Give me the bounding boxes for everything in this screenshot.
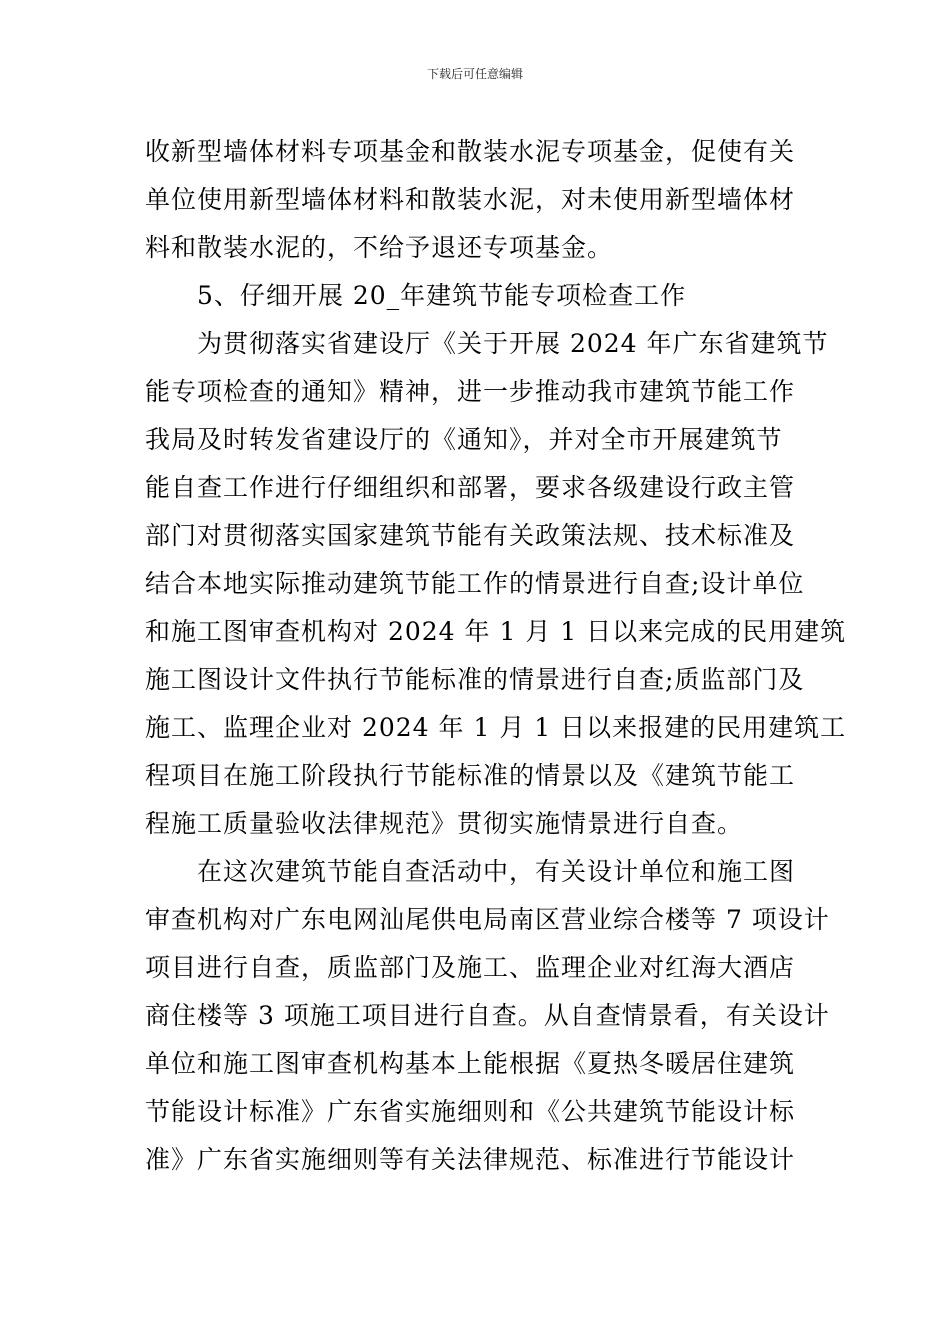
page-header-note: 下载后可任意编辑 <box>426 67 523 81</box>
text-line: 节能设计标准》广东省实施细则和《公共建筑节能设计标 <box>145 1097 796 1126</box>
paragraph-start-line: 为贯彻落实省建设厅《关于开展 2024 年广东省建筑节 <box>197 329 829 358</box>
text-line: 项目进行自查，质监部门及施工、监理企业对红海大酒店 <box>145 953 796 982</box>
text-line: 部门对贯彻落实国家建筑节能有关政策法规、技术标准及 <box>145 521 796 550</box>
text-line: 单位和施工图审查机构基本上能根据《夏热冬暖居住建筑 <box>145 1049 796 1078</box>
text-line: 程施工质量验收法律规范》贯彻实施情景进行自查。 <box>145 809 744 838</box>
text-line: 和施工图审查机构对 2024 年 1 月 1 日以来完成的民用建筑 <box>145 617 847 646</box>
text-line: 准》广东省实施细则等有关法律规范、标准进行节能设计 <box>145 1145 796 1174</box>
document-body <box>145 128 847 1184</box>
text-line: 我局及时转发省建设厅的《通知》，并对全市开展建筑节 <box>145 425 783 454</box>
text-line: 施工图设计文件执行节能标准的情景进行自查;质监部门及 <box>145 665 805 694</box>
text-line: 审查机构对广东电网汕尾供电局南区营业综合楼等 7 项设计 <box>145 905 830 934</box>
text-line: 能专项检查的通知》精神，进一步推动我市建筑节能工作 <box>145 377 796 406</box>
section-heading: 5、仔细开展 20_年建筑节能专项检查工作 <box>197 281 687 310</box>
text-line: 商住楼等 3 项施工项目进行自查。从自查情景看，有关设计 <box>145 1001 830 1030</box>
text-line: 结合本地实际推动建筑节能工作的情景进行自查;设计单位 <box>145 569 805 598</box>
text-line: 施工、监理企业对 2024 年 1 月 1 日以来报建的民用建筑工 <box>145 713 847 742</box>
text-line: 收新型墙体材料专项基金和散装水泥专项基金，促使有关 <box>145 137 796 166</box>
paragraph-start-line: 在这次建筑节能自查活动中，有关设计单位和施工图 <box>197 857 796 886</box>
text-line: 程项目在施工阶段执行节能标准的情景以及《建筑节能工 <box>145 761 796 790</box>
text-line: 能自查工作进行仔细组织和部署，要求各级建设行政主管 <box>145 473 796 502</box>
text-line: 单位使用新型墙体材料和散装水泥，对未使用新型墙体材 <box>145 185 796 214</box>
text-line: 料和散装水泥的，不给予退还专项基金。 <box>145 233 614 262</box>
